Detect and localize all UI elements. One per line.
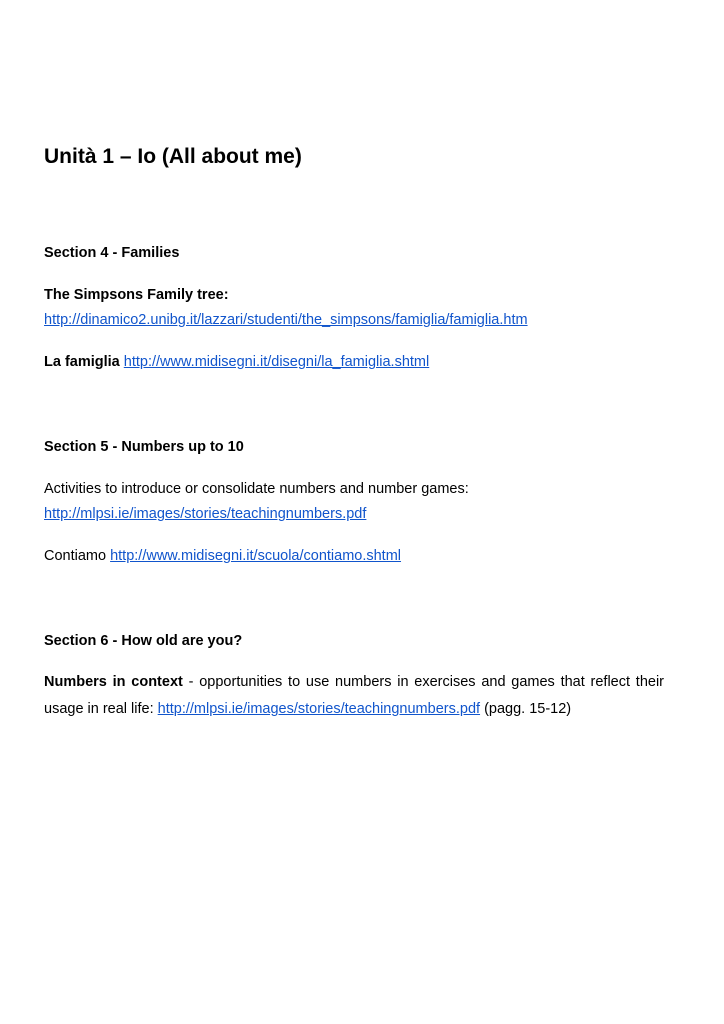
contiamo-line bbox=[44, 546, 401, 566]
simpsons-label: The Simpsons Family tree: bbox=[44, 287, 229, 303]
famiglia-line bbox=[44, 352, 429, 372]
numbers-label: Numbers in context bbox=[44, 674, 183, 690]
simpsons-link[interactable]: http://dinamico2.unibg.it/lazzari/studenti/the_simpsons/famiglia/famiglia.htm bbox=[44, 312, 528, 328]
numbers-text: - opportunities to use numbers in exercises and games that reflect their usage in real life: bbox=[44, 674, 664, 717]
simpsons-link-line bbox=[44, 310, 528, 330]
numbers-link[interactable]: http://mlpsi.ie/images/stories/teachingnumbers.pdf bbox=[157, 701, 481, 717]
page-title: Unità 1 – Io (All about me) bbox=[44, 145, 302, 168]
famiglia-link[interactable]: http://www.midisegni.it/disegni/la_famiglia.shtml bbox=[123, 354, 430, 370]
numbers-suffix: (pagg. 15-12) bbox=[480, 701, 572, 717]
section5-heading: Section 5 - Numbers up to 10 bbox=[44, 439, 244, 455]
section6-heading: Section 6 - How old are you? bbox=[44, 633, 243, 649]
activities-link[interactable]: http://mlpsi.ie/images/stories/teachingnumbers.pdf bbox=[44, 506, 367, 522]
numbers-paragraph bbox=[44, 669, 664, 723]
activities-text: Activities to introduce or consolidate numbers and number games: bbox=[44, 481, 469, 497]
famiglia-label: La famiglia bbox=[44, 354, 120, 370]
activities-link-line bbox=[44, 504, 366, 524]
section4-heading: Section 4 - Families bbox=[44, 245, 180, 261]
contiamo-label: Contiamo bbox=[44, 548, 107, 564]
contiamo-link[interactable]: http://www.midisegni.it/scuola/contiamo.shtml bbox=[110, 548, 402, 564]
